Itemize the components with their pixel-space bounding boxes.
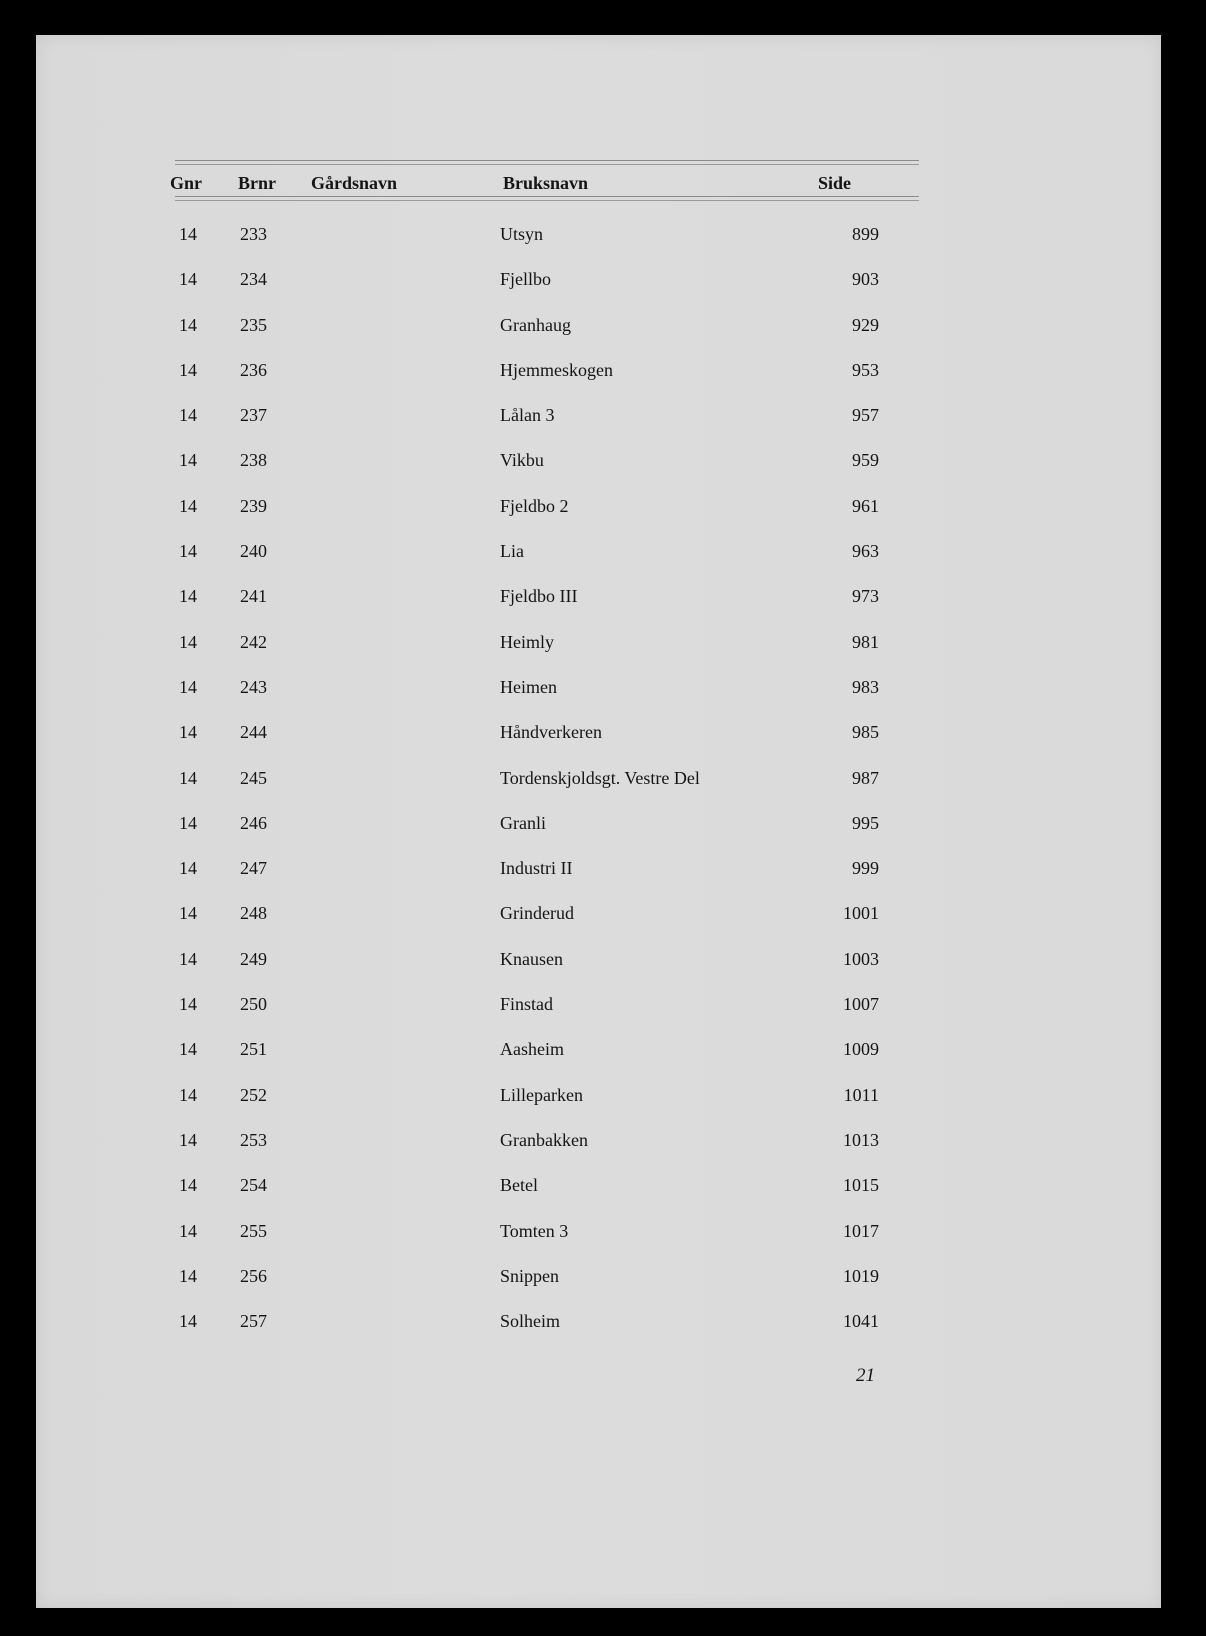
cell-bruksnavn: Håndverkeren [500,722,602,743]
header-top-rule-inner [175,164,919,165]
table-row [36,812,1161,857]
cell-side: 1017 [843,1220,879,1241]
table-row [36,404,1161,449]
cell-bruksnavn: Granli [500,812,546,833]
cell-gnr: 14 [179,994,197,1015]
cell-bruksnavn: Granbakken [500,1129,588,1150]
cell-gnr: 14 [179,767,197,788]
cell-bruksnavn: Snippen [500,1265,560,1286]
cell-gnr: 14 [179,586,197,607]
cell-gnr: 14 [179,495,197,516]
cell-side: 1013 [843,1129,879,1150]
cell-brnr: 243 [240,676,267,697]
cell-gnr: 14 [179,676,197,697]
cell-side: 981 [852,631,879,652]
cell-bruksnavn: Fjellbo [500,269,552,290]
cell-brnr: 253 [240,1129,267,1150]
cell-brnr: 250 [240,994,267,1015]
cell-brnr: 242 [240,631,267,652]
cell-gnr: 14 [179,1084,197,1105]
cell-side: 963 [852,541,879,562]
cell-bruksnavn: Industri II [500,858,573,879]
cell-bruksnavn: Grinderud [500,903,574,924]
cell-side: 1001 [843,903,879,924]
cell-brnr: 235 [240,314,267,335]
cell-bruksnavn: Hjemmeskogen [500,359,613,380]
cell-side: 957 [852,405,879,426]
cell-gnr: 14 [179,722,197,743]
table-row [36,631,1161,676]
table-row [36,767,1161,812]
column-header-side: Side [818,173,852,193]
cell-side: 1009 [843,1039,879,1060]
table-row [36,1129,1161,1174]
table-row [36,540,1161,585]
cell-bruksnavn: Tomten 3 [500,1220,569,1241]
column-header-bruksnavn: Bruksnavn [503,173,589,193]
table-row [36,495,1161,540]
cell-side: 1015 [843,1175,879,1196]
cell-gnr: 14 [179,450,197,471]
cell-brnr: 245 [240,767,267,788]
cell-side: 999 [852,858,879,879]
cell-bruksnavn: Knausen [500,948,563,969]
cell-bruksnavn: Lålan 3 [500,405,555,426]
table-row [36,1038,1161,1083]
table-row [36,314,1161,359]
cell-bruksnavn: Vikbu [500,450,544,471]
cell-side: 953 [852,359,879,380]
cell-gnr: 14 [179,405,197,426]
cell-side: 985 [852,722,879,743]
table-row [36,721,1161,766]
cell-bruksnavn: Betel [500,1175,538,1196]
header-bottom-rule [175,196,919,197]
cell-brnr: 252 [240,1084,267,1105]
cell-gnr: 14 [179,1039,197,1060]
cell-bruksnavn: Utsyn [500,224,544,244]
cell-bruksnavn: Fjeldbo 2 [500,495,569,516]
cell-side: 1011 [843,1084,879,1105]
cell-gnr: 14 [179,1311,197,1332]
cell-gnr: 14 [179,812,197,833]
cell-gnr: 14 [179,541,197,562]
cell-side: 1007 [843,994,879,1015]
cell-bruksnavn: Heimly [500,631,554,652]
cell-side: 987 [852,767,879,788]
table-row [36,1174,1161,1219]
cell-brnr: 233 [240,224,267,244]
cell-side: 995 [852,812,879,833]
table-row [36,449,1161,494]
table-row [36,1310,1161,1355]
cell-brnr: 234 [240,269,267,290]
cell-side: 903 [852,269,879,290]
cell-side: 1041 [843,1311,879,1332]
cell-side: 899 [852,224,879,244]
cell-brnr: 249 [240,948,267,969]
table-row [36,223,1161,268]
table-row [36,993,1161,1038]
cell-brnr: 254 [240,1175,267,1196]
header-bottom-rule-inner [175,200,919,201]
cell-brnr: 255 [240,1220,267,1241]
table-body [36,223,1161,1355]
cell-brnr: 238 [240,450,267,471]
cell-gnr: 14 [179,1129,197,1150]
cell-brnr: 247 [240,858,267,879]
header-top-rule [175,160,919,161]
table-row [36,948,1161,993]
cell-brnr: 248 [240,903,267,924]
table-row [36,902,1161,947]
cell-brnr: 241 [240,586,267,607]
cell-gnr: 14 [179,903,197,924]
cell-gnr: 14 [179,269,197,290]
cell-bruksnavn: Lia [500,541,524,562]
table-row [36,268,1161,313]
cell-gnr: 14 [179,1265,197,1286]
cell-brnr: 246 [240,812,267,833]
cell-side: 1003 [843,948,879,969]
column-header-gardsnavn: Gårdsnavn [311,173,398,193]
cell-bruksnavn: Fjeldbo III [500,586,578,607]
cell-brnr: 237 [240,405,267,426]
table-row [36,676,1161,721]
cell-side: 983 [852,676,879,697]
cell-bruksnavn: Heimen [500,676,557,697]
cell-brnr: 256 [240,1265,267,1286]
cell-bruksnavn: Solheim [500,1311,561,1332]
table-row [36,1084,1161,1129]
page-number: 21 [856,1365,875,1386]
cell-bruksnavn: Granhaug [500,314,571,335]
cell-side: 973 [852,586,879,607]
document-page [36,35,1161,1608]
cell-brnr: 244 [240,722,267,743]
cell-gnr: 14 [179,1220,197,1241]
cell-side: 959 [852,450,879,471]
table-row [36,1265,1161,1310]
cell-side: 961 [852,495,879,516]
cell-gnr: 14 [179,631,197,652]
cell-gnr: 14 [179,314,197,335]
cell-gnr: 14 [179,359,197,380]
cell-brnr: 257 [240,1311,267,1332]
column-header-brnr: Brnr [238,173,276,193]
cell-side: 1019 [843,1265,879,1286]
cell-brnr: 251 [240,1039,267,1060]
table-row [36,1220,1161,1265]
cell-side: 929 [852,314,879,335]
cell-gnr: 14 [179,1175,197,1196]
cell-gnr: 14 [179,858,197,879]
cell-bruksnavn: Aasheim [500,1039,564,1060]
cell-gnr: 14 [179,224,197,244]
column-header-gnr: Gnr [170,173,203,193]
table-row [36,359,1161,404]
cell-brnr: 236 [240,359,267,380]
cell-bruksnavn: Finstad [500,994,554,1015]
cell-gnr: 14 [179,948,197,969]
cell-bruksnavn: Tordenskjoldsgt. Vestre Del [500,767,700,788]
cell-bruksnavn: Lilleparken [500,1084,583,1105]
table-row [36,857,1161,902]
cell-brnr: 240 [240,541,267,562]
table-row [36,585,1161,630]
cell-brnr: 239 [240,495,267,516]
